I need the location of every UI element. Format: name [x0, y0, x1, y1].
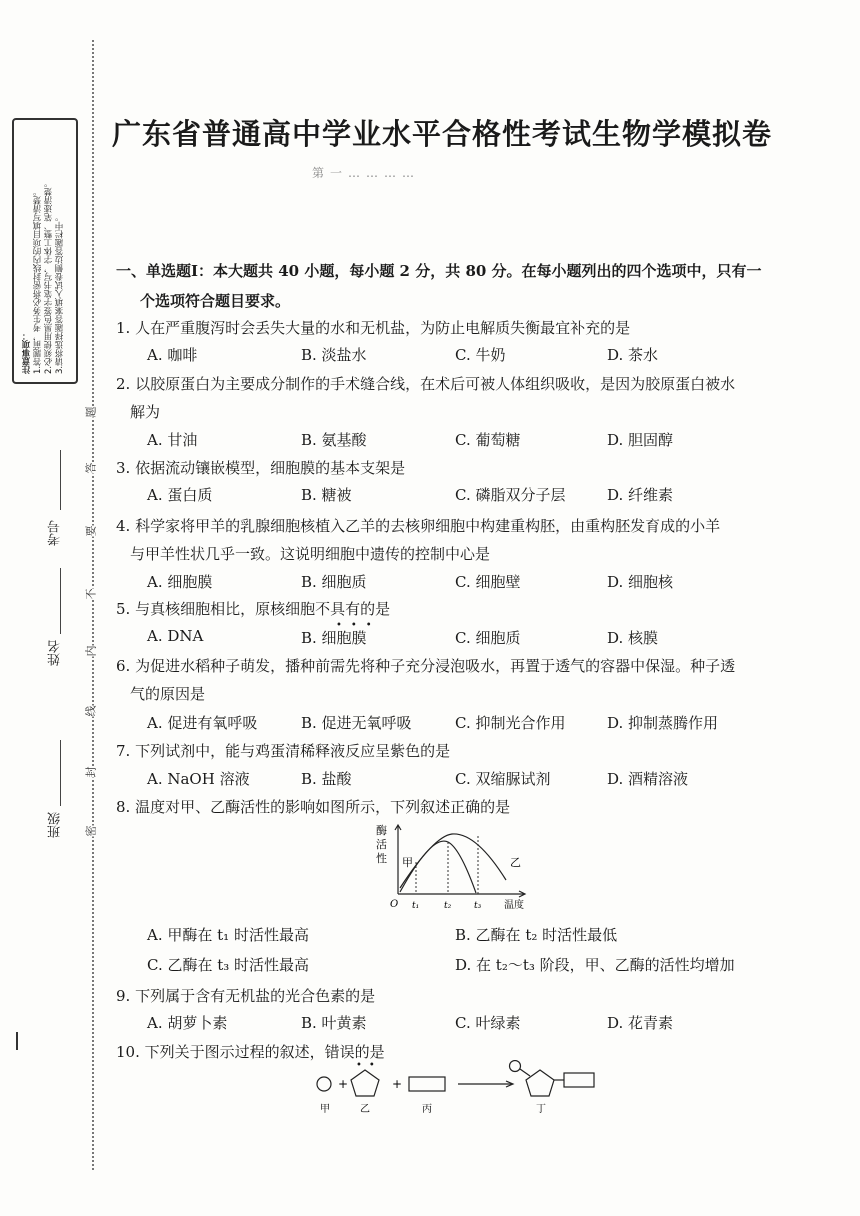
- section-heading-line1: 一、单选题Ⅰ：本大题共 40 小题，每小题 2 分，共 80 分。在每小题列出的四个选项中，只有一: [116, 262, 762, 280]
- option-b[interactable]: B. 乙酶在 t₂ 时活性最低: [455, 926, 618, 944]
- figure8-curve-b-label: 乙: [510, 856, 521, 869]
- figure10-label-b: 乙: [360, 1104, 370, 1115]
- option-d[interactable]: D. 纤维素: [607, 486, 674, 504]
- cut-char: 要: [84, 525, 98, 537]
- question-8-stem: 8. 温度对甲、乙酶活性的影响如图所示，下列叙述正确的是: [116, 798, 511, 816]
- option-c[interactable]: C. 牛奶: [455, 346, 506, 364]
- notice-line: 2.必须使用黑色签字笔书写，字体工整、笔迹清楚。: [44, 178, 54, 374]
- page-title: 广东省普通高中学业水平合格性考试生物学模拟卷: [112, 117, 773, 151]
- cut-char: 线: [84, 705, 98, 717]
- option-a[interactable]: A. NaOH 溶液: [147, 770, 250, 788]
- cut-char: 封: [84, 766, 98, 778]
- question-9-stem: 9. 下列属于含有无机盐的光合色素的是: [116, 987, 376, 1005]
- question-7-stem: 7. 下列试剂中，能与鸡蛋清稀释液反应呈紫色的是: [116, 742, 451, 760]
- figure8-ylabel-3: 性: [376, 852, 387, 865]
- option-b[interactable]: B. 促进无氧呼吸: [301, 714, 412, 732]
- name-label: 姓名: [48, 640, 63, 666]
- option-d[interactable]: D. 酒精溶液: [607, 770, 689, 788]
- notice-line: 1.答题前，考生务必将密封线内的项目填写清楚。: [33, 187, 43, 374]
- option-d[interactable]: D. 花青素: [607, 1014, 674, 1032]
- notice-text: [22, 126, 68, 374]
- question-2-stem-cont: 解为: [130, 403, 161, 421]
- section-heading-line2: 个选项符合题目要求。: [140, 292, 291, 310]
- option-d[interactable]: D. 茶水: [607, 346, 659, 364]
- cut-char: 答: [84, 462, 98, 474]
- option-a[interactable]: A. 蛋白质: [147, 486, 213, 504]
- option-b[interactable]: B. 糖被: [301, 486, 352, 504]
- figure10-product-bond: [520, 1069, 530, 1076]
- notice-line: 3.请将选择题答案填入试卷侧边答题栏中。: [55, 212, 65, 374]
- class-label: 班级: [48, 812, 63, 838]
- option-d[interactable]: D. 在 t₂～t₃ 阶段，甲、乙酶的活性均增加: [455, 956, 735, 974]
- name-field[interactable]: [60, 568, 61, 634]
- id-field[interactable]: [60, 450, 61, 510]
- option-d[interactable]: D. 抑制蒸腾作用: [607, 714, 719, 732]
- cut-char: 不: [84, 588, 98, 600]
- figure8-tick-t2: t₂: [444, 901, 452, 911]
- figure10-plus: +: [338, 1077, 349, 1091]
- option-c[interactable]: C. 乙酶在 t₃ 时活性最高: [147, 956, 310, 974]
- figure10-label-a: 甲: [320, 1104, 330, 1115]
- question-6-stem-cont: 气的原因是: [130, 685, 206, 703]
- option-c[interactable]: C. 葡萄糖: [455, 431, 521, 449]
- section-heading: [116, 256, 816, 316]
- figure8-curve-a-label: 甲: [402, 856, 413, 869]
- question-6-stem: 6. 为促进水稻种子萌发，播种前需先将种子充分浸泡吸水，再置于透气的容器中保湿。种子透: [116, 657, 736, 675]
- question-5-stem: 5. 与真核细胞相比，原核细胞不具有的是: [116, 600, 391, 618]
- synthesis-figure: [310, 1060, 610, 1122]
- figure10-product-rectangle: [564, 1073, 594, 1087]
- option-d[interactable]: D. 胆固醇: [607, 431, 674, 449]
- cut-char: 题: [84, 406, 98, 418]
- cut-char: 密: [84, 825, 98, 837]
- option-c[interactable]: C. 叶绿素: [455, 1014, 521, 1032]
- figure10-product-pentagon: [526, 1070, 554, 1096]
- option-b[interactable]: B. 细胞膜: [301, 629, 367, 647]
- figure8-ylabel-2: 活: [376, 838, 387, 851]
- emphasis-dots: ••: [356, 1060, 382, 1071]
- option-a[interactable]: A. 甲酶在 t₁ 时活性最高: [147, 926, 309, 944]
- option-b[interactable]: B. 氨基酸: [301, 431, 367, 449]
- binding-dotted-line: [92, 40, 94, 1170]
- page-subtitle: 第一…………: [312, 166, 421, 180]
- figure10-circle: [317, 1077, 331, 1091]
- option-d[interactable]: D. 细胞核: [607, 573, 674, 591]
- question-4-stem-cont: 与甲羊性状几乎一致。这说明细胞中遗传的控制中心是: [130, 545, 491, 563]
- notice-heading: 注意事项：: [22, 331, 32, 374]
- question-3-stem: 3. 依据流动镶嵌模型，细胞膜的基本支架是: [116, 459, 406, 477]
- option-b[interactable]: B. 细胞质: [301, 573, 367, 591]
- option-c[interactable]: C. 磷脂双分子层: [455, 486, 566, 504]
- question-10-stem: 10. 下列关于图示过程的叙述，错误的是: [116, 1043, 385, 1061]
- figure8-tick-t3: t₃: [474, 901, 482, 911]
- option-c[interactable]: C. 细胞质: [455, 629, 521, 647]
- option-a[interactable]: A. 咖啡: [147, 346, 198, 364]
- emphasis-dots: •••: [336, 620, 381, 631]
- figure10-rectangle: [409, 1077, 445, 1091]
- figure10-plus: +: [392, 1077, 403, 1091]
- side-mark: [16, 1032, 18, 1050]
- question-2-stem: 2. 以胶原蛋白为主要成分制作的手术缝合线，在术后可被人体组织吸收，是因为胶原蛋白被水: [116, 375, 736, 393]
- option-d[interactable]: D. 核膜: [607, 629, 659, 647]
- figure8-tick-t1: t₁: [412, 901, 420, 911]
- option-b[interactable]: B. 淡盐水: [301, 346, 367, 364]
- figure10-pentagon: [351, 1070, 379, 1096]
- figure8-xlabel: 温度: [504, 900, 524, 911]
- option-a[interactable]: A. DNA: [147, 627, 204, 645]
- enzyme-activity-figure: [372, 822, 542, 914]
- question-1-stem: 1. 人在严重腹泻时会丢失大量的水和无机盐，为防止电解质失衡最宜补充的是: [116, 319, 631, 337]
- class-field[interactable]: [60, 740, 61, 806]
- option-a[interactable]: A. 甘油: [147, 431, 198, 449]
- figure8-origin: O: [390, 899, 399, 910]
- figure10-label-d: 丁: [536, 1104, 546, 1115]
- figure8-ylabel-1: 酶: [376, 824, 387, 837]
- option-a[interactable]: A. 细胞膜: [147, 573, 213, 591]
- option-a[interactable]: A. 促进有氧呼吸: [147, 714, 258, 732]
- option-c[interactable]: C. 抑制光合作用: [455, 714, 566, 732]
- notice-box: [12, 118, 78, 384]
- option-b[interactable]: B. 盐酸: [301, 770, 352, 788]
- cut-char: 内: [84, 645, 98, 657]
- option-b[interactable]: B. 叶黄素: [301, 1014, 367, 1032]
- id-label: 考号: [48, 520, 63, 546]
- option-a[interactable]: A. 胡萝卜素: [147, 1014, 228, 1032]
- figure10-label-c: 丙: [422, 1104, 432, 1115]
- question-4-stem: 4. 科学家将甲羊的乳腺细胞核植入乙羊的去核卵细胞中构建重构胚，由重构胚发育成的小羊: [116, 517, 721, 535]
- option-c[interactable]: C. 细胞壁: [455, 573, 521, 591]
- option-c[interactable]: C. 双缩脲试剂: [455, 770, 551, 788]
- figure10-product-circle: [510, 1061, 521, 1072]
